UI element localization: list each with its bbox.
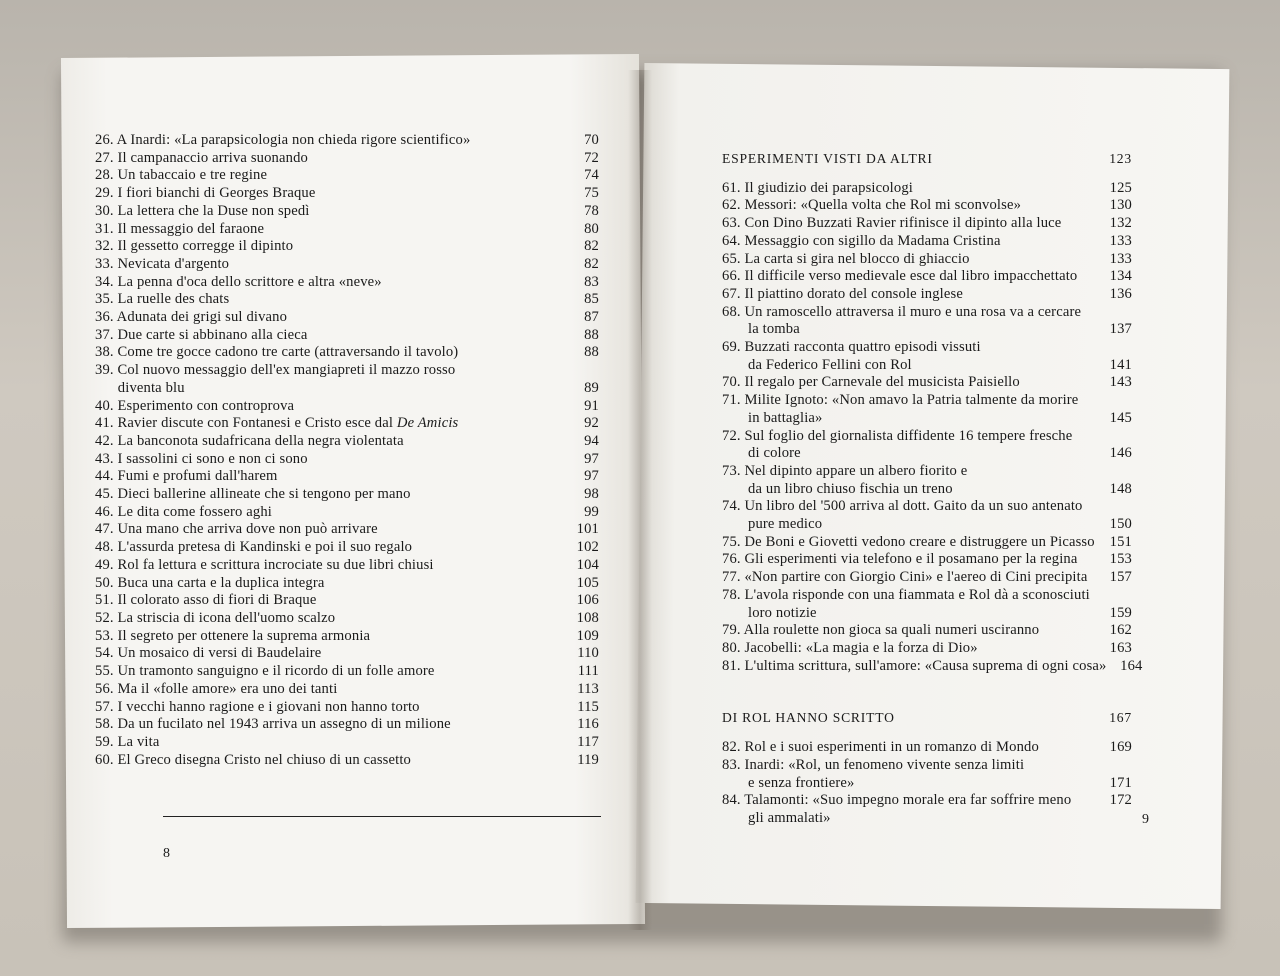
- toc-entry-page: 106: [576, 592, 599, 609]
- toc-entry: [95, 645, 599, 663]
- toc-entry-title: 62. Messori: «Quella volta che Rol mi sconvolse»: [722, 197, 1022, 214]
- toc-entry-title: 51. Il colorato asso di fiori di Braque: [95, 592, 317, 609]
- toc-entry: [95, 752, 599, 770]
- toc-entry-page: 87: [584, 309, 599, 326]
- toc-entry-title: 83. Inardi: «Rol, un fenomeno vivente senza limiti: [722, 756, 1025, 773]
- toc-entry-page: 119: [577, 751, 599, 768]
- toc-entry-title: 58. Da un fucilato nel 1943 arriva un assegno di un milione: [95, 716, 451, 733]
- page-number-left: 8: [163, 846, 170, 861]
- toc-entry-page: [1096, 587, 1132, 605]
- toc-entry-page: 88: [584, 344, 599, 361]
- toc-entry-title: 35. La ruelle des chats: [95, 291, 230, 308]
- toc-entry-title: loro notizie: [748, 604, 817, 621]
- toc-entry-page: 111: [577, 663, 599, 680]
- toc-entry-title: la tomba: [748, 321, 800, 338]
- toc-entry-title: 65. La carta si gira nel blocco di ghiaccio: [722, 250, 970, 267]
- section-heading-page: 167: [1109, 710, 1132, 726]
- toc-entry: [95, 610, 599, 628]
- toc-entry: [95, 734, 599, 752]
- toc-entry: [95, 327, 599, 345]
- toc-entry: [95, 681, 599, 699]
- toc-entry-title: 63. Con Dino Buzzati Ravier rifinisce il dipinto alla luce: [722, 215, 1062, 232]
- page-number-right: 9: [1142, 812, 1149, 827]
- toc-entry: [722, 321, 1132, 339]
- toc-entry: [722, 516, 1132, 534]
- toc-entry-page: 97: [584, 468, 599, 485]
- toc-entry-title: diventa blu: [95, 379, 185, 396]
- toc-entry-title: 39. Col nuovo messaggio dell'ex mangiapreti il mazzo rosso: [95, 362, 456, 379]
- toc-entry-page: 141: [1109, 356, 1132, 373]
- toc-entry: [95, 309, 599, 327]
- toc-entry-title: 36. Adunata dei grigi sul divano: [95, 309, 288, 326]
- toc-entry: [722, 410, 1132, 428]
- toc-entry-title: in battaglia»: [748, 409, 823, 426]
- toc-entry-page: 101: [576, 521, 599, 538]
- toc-entry-page: [1096, 757, 1132, 775]
- toc-entry-page: [1096, 463, 1132, 481]
- toc-entry-title: 67. Il piattino dorato del console inglese: [722, 285, 963, 302]
- toc-entry: [95, 539, 599, 557]
- toc-entry: [95, 433, 599, 451]
- toc-entry-title: 84. Talamonti: «Suo impegno morale era far soffrire meno: [722, 792, 1072, 809]
- toc-entry: [95, 185, 599, 203]
- toc-entry-title: 82. Rol e i suoi esperimenti in un romanzo di Mondo: [722, 739, 1039, 756]
- toc-entry-title: 77. «Non partire con Giorgio Cini» e l'aereo di Cini precipita: [722, 569, 1088, 586]
- toc-entry: [722, 445, 1132, 463]
- toc-entry-title: 73. Nel dipinto appare un albero fiorito e: [722, 462, 968, 479]
- toc-entry-page: 146: [1109, 445, 1132, 462]
- toc-entry-page: 75: [584, 185, 599, 202]
- toc-entry-page: 108: [576, 609, 599, 626]
- toc-entry: [722, 180, 1132, 198]
- toc-entry: [95, 521, 599, 539]
- toc-entry-title: 69. Buzzati racconta quattro episodi vissuti: [722, 339, 981, 356]
- toc-entry-title: 37. Due carte si abbinano alla cieca: [95, 326, 308, 343]
- toc-entry-title: 80. Jacobelli: «La magia e la forza di Dio»: [722, 639, 978, 656]
- toc-entry-page: 157: [1109, 569, 1132, 586]
- toc-entry: [722, 498, 1132, 516]
- toc-entry-title: 57. I vecchi hanno ragione e i giovani non hanno torto: [95, 698, 420, 715]
- toc-entry-page: 133: [1109, 250, 1132, 267]
- toc-entry-page: 145: [1109, 409, 1132, 426]
- toc-entry: [95, 167, 599, 185]
- toc-entry-page: [1096, 304, 1132, 322]
- toc-entry: [722, 392, 1132, 410]
- toc-entry-title: 56. Ma il «folle amore» era uno dei tanti: [95, 680, 338, 697]
- toc-entry: [95, 451, 599, 469]
- toc-entry-title: 49. Rol fa lettura e scrittura incrociate su due libri chiusi: [95, 556, 434, 573]
- toc-entry-page: 163: [1109, 639, 1132, 656]
- toc-entry-page: 117: [577, 733, 599, 750]
- toc-entry-title: 72. Sul foglio del giornalista diffidente 16 tempere fresche: [722, 427, 1073, 444]
- toc-entry-page: 137: [1109, 321, 1132, 338]
- toc-entry: [95, 504, 599, 522]
- toc-entry-title: 60. El Greco disegna Cristo nel chiuso di un cassetto: [95, 751, 411, 768]
- toc-entry-page: 171: [1109, 774, 1132, 791]
- toc-entry-title: 32. Il gessetto corregge il dipinto: [95, 238, 294, 255]
- toc-entry-title: 47. Una mano che arriva dove non può arrivare: [95, 521, 378, 538]
- toc-entry-title: 44. Fumi e profumi dall'harem: [95, 468, 278, 485]
- toc-entry: [95, 150, 599, 168]
- toc-entry-page: 104: [576, 556, 599, 573]
- toc-entry: [722, 374, 1132, 392]
- toc-entry-title: 31. Il messaggio del faraone: [95, 220, 265, 237]
- toc-entry: [95, 575, 599, 593]
- toc-entry: [722, 268, 1132, 286]
- toc-entry: [95, 221, 599, 239]
- toc-entry-page: 116: [577, 716, 599, 733]
- toc-entry-title: 64. Messaggio con sigillo da Madama Cristina: [722, 232, 1001, 249]
- toc-entry-page: 172: [1109, 792, 1132, 809]
- toc-entry: [95, 468, 599, 486]
- toc-entry: [95, 291, 599, 309]
- toc-entry: [95, 132, 599, 150]
- toc-entry-title: 68. Un ramoscello attraversa il muro e una rosa va a cercare: [722, 303, 1082, 320]
- toc-entry: [722, 534, 1132, 552]
- toc-entry-page: 125: [1109, 179, 1132, 196]
- toc-entry-page: 151: [1109, 533, 1132, 550]
- toc-entry-title: 76. Gli esperimenti via telefono e il posamano per la regina: [722, 551, 1078, 568]
- toc-entry: [95, 203, 599, 221]
- section-heading-title: ESPERIMENTI VISTI DA ALTRI: [722, 151, 933, 166]
- toc-entry-page: 150: [1109, 516, 1132, 533]
- toc-entry: [722, 197, 1132, 215]
- toc-entry-page: 70: [584, 132, 599, 148]
- toc-entry-page: 91: [584, 397, 599, 414]
- toc-entry-title: 43. I sassolini ci sono e non ci sono: [95, 450, 308, 467]
- toc-entry: [722, 251, 1132, 269]
- toc-entry-page: 92: [584, 415, 599, 432]
- toc-entry-title: 78. L'avola risponde con una fiammata e Rol dà a sconosciuti: [722, 586, 1090, 603]
- toc-entry: [722, 428, 1132, 446]
- toc-entry-title: 26. A Inardi: «La parapsicologia non chieda rigore scientifico»: [95, 132, 471, 148]
- toc-entry: [95, 699, 599, 717]
- toc-entry-page: 130: [1109, 197, 1132, 214]
- toc-entry: [722, 481, 1132, 499]
- toc-entry-page: 134: [1109, 268, 1132, 285]
- toc-entry: [722, 757, 1132, 775]
- toc-entry-title: 59. La vita: [95, 733, 160, 750]
- toc-entry-title: 38. Come tre gocce cadono tre carte (attraversando il tavolo): [95, 344, 459, 361]
- toc-entry-page: 83: [584, 273, 599, 290]
- toc-entry-italic: De Amicis: [393, 415, 459, 432]
- toc-entry-title: da un libro chiuso fischia un treno: [748, 480, 953, 497]
- toc-entry-title: 81. L'ultima scrittura, sull'amore: «Causa suprema di ogni cosa»: [722, 657, 1107, 674]
- book-gutter: [628, 70, 652, 930]
- toc-entry-title: 53. Il segreto per ottenere la suprema armonia: [95, 627, 371, 644]
- toc-entry: [95, 415, 599, 433]
- toc-entry-page: 98: [584, 486, 599, 503]
- toc-entry-page: [1096, 498, 1132, 516]
- toc-entry: [95, 274, 599, 292]
- toc-entry-page: 99: [584, 503, 599, 520]
- toc-entry-page: [1096, 339, 1132, 357]
- toc-entry-title: 46. Le dita come fossero aghi: [95, 503, 272, 520]
- toc-entry-title: 45. Dieci ballerine allineate che si tengono per mano: [95, 486, 411, 503]
- footer-rule: [163, 816, 601, 817]
- toc-entry-title: 30. La lettera che la Duse non spedì: [95, 202, 310, 219]
- toc-entry-page: 153: [1109, 551, 1132, 568]
- toc-entry-title: 55. Un tramonto sanguigno e il ricordo di un folle amore: [95, 663, 435, 680]
- toc-entry: [722, 233, 1132, 251]
- toc-entry-title: 52. La striscia di icona dell'uomo scalzo: [95, 609, 336, 626]
- toc-entry-page: [1096, 810, 1132, 828]
- toc-entry: [722, 463, 1132, 481]
- toc-entry-title: 66. Il difficile verso medievale esce dal libro impacchettato: [722, 268, 1078, 285]
- toc-entry-page: 74: [584, 167, 599, 184]
- toc-entry: [95, 344, 599, 362]
- toc-entry-title: 34. La penna d'oca dello scrittore e altra «neve»: [95, 273, 382, 290]
- toc-entry-title: 33. Nevicata d'argento: [95, 255, 230, 272]
- toc-entry-page: 148: [1109, 480, 1132, 497]
- toc-entry: [95, 256, 599, 274]
- toc-entry-page: 97: [584, 450, 599, 467]
- toc-entry-title: 61. Il giudizio dei parapsicologi: [722, 179, 913, 196]
- toc-entry: [95, 628, 599, 646]
- toc-entry-title: 70. Il regalo per Carnevale del musicista Paisiello: [722, 374, 1020, 391]
- toc-entry: [722, 286, 1132, 304]
- toc-entry-title: pure medico: [748, 516, 823, 533]
- toc-entry-title: da Federico Fellini con Rol: [748, 356, 912, 373]
- toc-entry-page: 94: [584, 432, 599, 449]
- toc-entry-page: 80: [584, 220, 599, 237]
- toc-entry-page: 132: [1109, 215, 1132, 232]
- toc-entry: [95, 486, 599, 504]
- toc-entry-page: 143: [1109, 374, 1132, 391]
- toc-entry: [722, 587, 1132, 605]
- toc-entry: [722, 339, 1132, 357]
- toc-entry: [95, 592, 599, 610]
- toc-entry: [95, 362, 599, 380]
- toc-entry: [95, 380, 599, 398]
- toc-entry: [722, 605, 1132, 623]
- toc-entry-page: 159: [1109, 604, 1132, 621]
- toc-entry-page: 102: [576, 539, 599, 556]
- toc-entry-title: 75. De Boni e Giovetti vedono creare e distruggere un Picasso: [722, 533, 1095, 550]
- toc-entry-page: 110: [577, 645, 599, 662]
- toc-entry-page: 78: [584, 202, 599, 219]
- toc-entry-page: 82: [584, 255, 599, 272]
- toc-entry-page: 136: [1109, 285, 1132, 302]
- toc-entry-page: 105: [576, 574, 599, 591]
- toc-entry-title: 48. L'assurda pretesa di Kandinski e poi il suo regalo: [95, 539, 413, 556]
- toc-entry: [722, 622, 1132, 640]
- right-table-of-contents: [722, 150, 1143, 828]
- toc-entry-title: 27. Il campanaccio arriva suonando: [95, 149, 308, 166]
- toc-entry-page: 133: [1109, 232, 1132, 249]
- toc-entry-title: 41. Ravier discute con Fontanesi e Cristo esce dal De Amicis: [95, 415, 459, 432]
- toc-entry: [722, 775, 1132, 793]
- toc-entry-page: 72: [584, 149, 599, 166]
- toc-entry-title: 50. Buca una carta e la duplica integra: [95, 574, 325, 591]
- toc-entry-title: 40. Esperimento con controprova: [95, 397, 295, 414]
- toc-entry-title: 42. La banconota sudafricana della negra violentata: [95, 432, 404, 449]
- toc-entry: [722, 551, 1132, 569]
- toc-entry-page: 113: [577, 680, 599, 697]
- toc-entry-page: 164: [1120, 657, 1143, 674]
- toc-entry: [722, 657, 1143, 676]
- toc-entry-page: 109: [576, 627, 599, 644]
- toc-entry: [95, 663, 599, 681]
- toc-entry-title: 29. I fiori bianchi di Georges Braque: [95, 185, 316, 202]
- toc-entry-page: [1096, 428, 1132, 446]
- toc-entry: [722, 739, 1132, 757]
- toc-entry-page: 88: [584, 326, 599, 343]
- toc-entry-page: [1096, 392, 1132, 410]
- toc-entry: [722, 792, 1132, 810]
- toc-entry-title: e senza frontiere»: [748, 774, 855, 791]
- toc-entry-title: 54. Un mosaico di versi di Baudelaire: [95, 645, 322, 662]
- toc-entry: [722, 357, 1132, 375]
- toc-entry-page: 169: [1109, 739, 1132, 756]
- section-heading: [722, 150, 1132, 168]
- toc-entry: [722, 569, 1132, 587]
- section-heading: [722, 709, 1132, 727]
- toc-entry-title: 74. Un libro del '500 arriva al dott. Gaito da un suo antenato: [722, 498, 1083, 515]
- toc-entry-title: 79. Alla roulette non gioca sa quali numeri usciranno: [722, 622, 1040, 639]
- toc-entry-page: 82: [584, 238, 599, 255]
- toc-entry-title: gli ammalati»: [748, 809, 831, 826]
- toc-entry: [722, 304, 1132, 322]
- toc-entry: [722, 215, 1132, 233]
- toc-entry: [95, 398, 599, 416]
- toc-entry: [722, 810, 1132, 828]
- toc-entry-title: 71. Milite Ignoto: «Non amavo la Patria talmente da morire: [722, 392, 1079, 409]
- left-table-of-contents: [95, 132, 599, 769]
- toc-entry: [95, 238, 599, 256]
- toc-entry-page: 85: [584, 291, 599, 308]
- toc-entry-page: [563, 362, 599, 380]
- toc-entry: [95, 557, 599, 575]
- section-heading-page: 123: [1109, 151, 1132, 166]
- toc-entry-page: 89: [584, 379, 599, 396]
- toc-entry: [722, 640, 1132, 658]
- toc-entry-title: di colore: [748, 445, 801, 462]
- toc-entry-page: 115: [577, 698, 599, 715]
- toc-entry-page: 162: [1109, 622, 1132, 639]
- toc-entry-title: 28. Un tabaccaio e tre regine: [95, 167, 268, 184]
- section-heading-title: DI ROL HANNO SCRITTO: [722, 710, 895, 726]
- toc-entry: [95, 716, 599, 734]
